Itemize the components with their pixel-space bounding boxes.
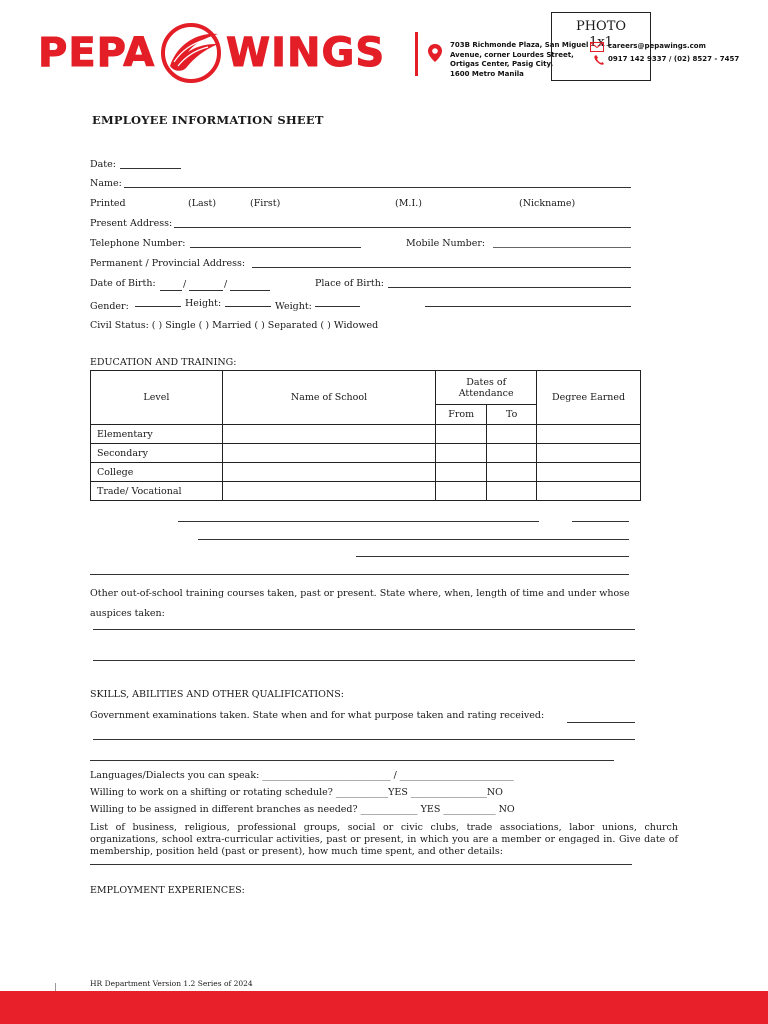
- degree-cell[interactable]: [537, 482, 641, 501]
- weight-label: Weight:: [275, 301, 312, 312]
- brand-logo-right: WINGS: [226, 30, 386, 76]
- col-dates: Dates of Attendance: [436, 371, 537, 405]
- from-cell[interactable]: [436, 425, 487, 444]
- blank-line[interactable]: [198, 539, 629, 540]
- blank-line[interactable]: [356, 556, 629, 557]
- employment-heading: EMPLOYMENT EXPERIENCES:: [90, 885, 245, 896]
- table-row: [91, 463, 641, 482]
- first-name-caption: (First): [250, 198, 281, 209]
- organizations-text: List of business, religious, professional groups, social or civic clubs, trade associations, labor unions, church organizations, school extra-curricular activities, past or present, in which you are a member or engaged in. Give date of membership, position held (past or present), how much time spent, and other details:: [90, 822, 678, 857]
- from-cell[interactable]: [436, 463, 487, 482]
- brand-logo-left: PEPA: [38, 30, 156, 76]
- height-field[interactable]: [225, 306, 271, 307]
- level-cell: Elementary: [91, 425, 223, 444]
- present-address-field[interactable]: [174, 227, 631, 228]
- header-divider: [415, 32, 418, 76]
- school-cell[interactable]: [222, 482, 435, 501]
- dob-label: Date of Birth:: [90, 278, 156, 289]
- name-field[interactable]: [124, 187, 631, 188]
- dob-separator: /: [183, 279, 187, 290]
- gender-label: Gender:: [90, 301, 129, 312]
- table-row: [91, 444, 641, 463]
- extra-field[interactable]: [425, 306, 631, 307]
- blank-line[interactable]: [572, 521, 629, 522]
- education-heading: EDUCATION AND TRAINING:: [90, 357, 237, 368]
- col-school: Name of School: [222, 371, 435, 425]
- mail-icon: [590, 42, 604, 52]
- gender-field[interactable]: [135, 306, 181, 307]
- blank-line[interactable]: [93, 660, 635, 661]
- col-level: Level: [91, 371, 223, 425]
- nickname-caption: (Nickname): [519, 198, 576, 209]
- location-pin-icon: [428, 44, 442, 62]
- date-label: Date:: [90, 159, 116, 170]
- date-field[interactable]: [120, 168, 181, 169]
- blank-line[interactable]: [178, 521, 539, 522]
- blank-line[interactable]: [567, 722, 635, 723]
- col-to: To: [487, 405, 537, 425]
- degree-cell[interactable]: [537, 425, 641, 444]
- table-row: [91, 425, 641, 444]
- footer-version: HR Department Version 1.2 Series of 2024: [90, 979, 253, 988]
- permanent-address-field[interactable]: [252, 267, 631, 268]
- dob-year-field[interactable]: [230, 290, 270, 291]
- col-from: From: [436, 405, 487, 425]
- level-cell: Trade/ Vocational: [91, 482, 223, 501]
- address-line: Ortigas Center, Pasig City,: [450, 60, 554, 68]
- branches-text: Willing to be assigned in different branches as needed? ____________ YES ___________ NO: [90, 804, 515, 815]
- table-row: [91, 482, 641, 501]
- dob-day-field[interactable]: [189, 290, 223, 291]
- weight-field[interactable]: [315, 306, 360, 307]
- level-cell: Secondary: [91, 444, 223, 463]
- other-training-text: Other out-of-school training courses taken, past or present. State where, when, length of time and under whose: [90, 588, 630, 599]
- mobile-field[interactable]: [493, 247, 631, 248]
- to-cell[interactable]: [487, 444, 537, 463]
- address-line: Avenue, corner Lourdes Street,: [450, 50, 574, 59]
- telephone-label: Telephone Number:: [90, 238, 186, 249]
- table-header-row: [91, 371, 641, 405]
- photo-label: PHOTO: [575, 19, 627, 34]
- school-cell[interactable]: [222, 463, 435, 482]
- to-cell[interactable]: [487, 463, 537, 482]
- height-label: Height:: [185, 298, 222, 309]
- degree-cell[interactable]: [537, 444, 641, 463]
- permanent-address-label: Permanent / Provincial Address:: [90, 258, 246, 269]
- contact-phones: 0917 142 9337 / (02) 8527 - 7457: [608, 55, 740, 63]
- telephone-field[interactable]: [190, 247, 361, 248]
- last-name-caption: (Last): [188, 198, 217, 209]
- address-line: 703B Richmonde Plaza, San Miguel: [450, 41, 589, 49]
- col-degree: Degree Earned: [537, 371, 641, 425]
- present-address-label: Present Address:: [90, 218, 173, 229]
- address-line: 1600 Metro Manila: [450, 69, 524, 78]
- form-title: EMPLOYEE INFORMATION SHEET: [92, 113, 324, 127]
- name-label: Name:: [90, 178, 122, 189]
- from-cell[interactable]: [436, 444, 487, 463]
- footer-bar: [0, 991, 768, 1024]
- education-table: [90, 370, 641, 501]
- dob-separator: /: [224, 279, 228, 290]
- degree-cell[interactable]: [537, 463, 641, 482]
- shifting-text: Willing to work on a shifting or rotating schedule? ___________YES ________________NO: [90, 787, 503, 798]
- level-cell: College: [91, 463, 223, 482]
- blank-line[interactable]: [93, 629, 635, 630]
- blank-line[interactable]: [90, 574, 629, 575]
- to-cell[interactable]: [487, 482, 537, 501]
- skills-heading: SKILLS, ABILITIES AND OTHER QUALIFICATIONS:: [90, 689, 344, 700]
- mobile-label: Mobile Number:: [406, 238, 486, 249]
- blank-line[interactable]: [90, 760, 614, 761]
- school-cell[interactable]: [222, 444, 435, 463]
- school-cell[interactable]: [222, 425, 435, 444]
- blank-line[interactable]: [90, 864, 632, 865]
- photo-size-label: 1x1: [589, 35, 613, 50]
- from-cell[interactable]: [436, 482, 487, 501]
- to-cell[interactable]: [487, 425, 537, 444]
- pob-field[interactable]: [388, 287, 631, 288]
- blank-line[interactable]: [93, 739, 635, 740]
- languages-text: Languages/Dialects you can speak: ___________________________ / ________________________: [90, 770, 514, 781]
- phone-icon: [594, 55, 604, 65]
- middle-initial-caption: (M.I.): [395, 198, 422, 209]
- gov-exams-text: Government examinations taken. State when and for what purpose taken and rating received:: [90, 710, 545, 721]
- wing-logo-icon: [160, 22, 222, 84]
- other-training-text-cont: auspices taken:: [90, 608, 165, 619]
- pob-label: Place of Birth:: [315, 278, 385, 289]
- contact-email: careers@pepawings.com: [608, 42, 706, 50]
- printed-label: Printed: [90, 198, 126, 209]
- dob-month-field[interactable]: [160, 290, 182, 291]
- civil-status-label: Civil Status: ( ) Single ( ) Married ( ) Separated ( ) Widowed: [90, 320, 379, 331]
